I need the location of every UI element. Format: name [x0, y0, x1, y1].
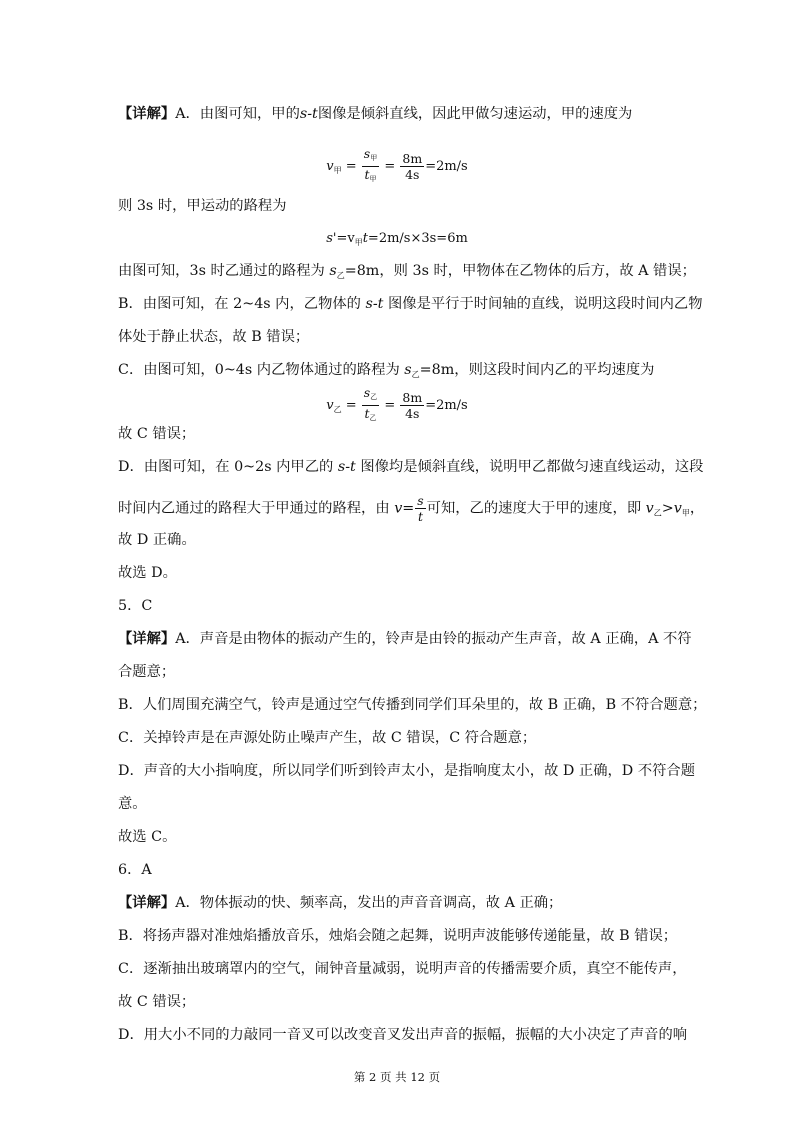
- text-line: 【详解】A．由图可知，甲的s-t图像是倾斜直线，因此甲做匀速运动，甲的速度为: [118, 106, 633, 122]
- text-line: B．由图可知，在 2~4s 内，乙物体的 s-t 图像是平行于时间轴的直线，说明这段时间内乙物: [118, 296, 703, 312]
- text-line: 故 C 错误；: [118, 994, 196, 1010]
- fraction: $\frac{8m}{4s}$: [402, 151, 423, 182]
- text-line: 故 C 错误；: [118, 426, 196, 442]
- text-line: 意。: [118, 796, 147, 812]
- text-line: 时间内乙通过的路程大于甲通过的路程，由 v= $\frac{s}{t}$ 可知，乙的速度大于甲的速度，即 $v_乙>v_甲$，: [118, 493, 705, 524]
- question-number: 5．C: [118, 598, 153, 614]
- text-line: 合题意；: [118, 664, 176, 680]
- text-line: 【详解】A．物体振动的快、频率高，发出的声音音调高，故 A 正确；: [118, 895, 563, 911]
- text-line: D．用大小不同的力敲同一音叉可以改变音叉发出声音的振幅，振幅的大小决定了声音的响: [118, 1027, 688, 1043]
- text-line: C．关掉铃声是在声源处防止噪声产生，故 C 错误，C 符合题意；: [118, 730, 537, 746]
- equation-velocity-yi: $v_乙$ = $\frac{s_乙}{t_乙}$ = $\frac{8m}{4s}$ =2m/s: [0, 385, 794, 426]
- text-line: 故选 C。: [118, 829, 177, 845]
- text-line: C．由图可知，0~4s 内乙物体通过的路程为 $s_乙=8m$，则这段时间内乙的平均速度为: [118, 362, 655, 379]
- text-line: D．声音的大小指响度，所以同学们听到铃声太小，是指响度太小，故 D 正确，D 不符合题: [118, 763, 696, 779]
- fraction: $\frac{s}{t}$: [417, 493, 424, 524]
- equation-distance: $s'=v_甲t=2m/s\times 3s=6m$: [326, 231, 468, 247]
- text-line: B．将扬声器对准烛焰播放音乐，烛焰会随之起舞，说明声波能够传递能量，故 B 错误；: [118, 928, 678, 944]
- text-line: D．由图可知，在 0~2s 内甲乙的 s-t 图像均是倾斜直线，说明甲乙都做匀速直线运动，这段: [118, 459, 704, 475]
- page-footer: 第 2 页 共 12 页: [353, 1070, 441, 1084]
- text-line: 故 D 正确。: [118, 532, 196, 548]
- fraction: $\frac{8m}{4s}$: [402, 390, 423, 421]
- equation-velocity-jia: $v_甲$ = $\frac{s_甲}{t_甲}$ = $\frac{8m}{4s}$ =2m/s: [0, 146, 794, 187]
- text-line: B．人们周围充满空气，铃声是通过空气传播到同学们耳朵里的，故 B 正确，B 不符合题意；: [118, 697, 707, 713]
- fraction: $\frac{s_乙}{t_乙}$: [363, 385, 378, 422]
- question-number: 6．A: [118, 862, 152, 878]
- text-line: 则 3s 时，甲运动的路程为: [118, 198, 287, 214]
- text-line: C．逐渐抽出玻璃罩内的空气，闹钟音量减弱，说明声音的传播需要介质，真空不能传声，: [118, 961, 687, 977]
- text-line: 由图可知，3s 时乙通过的路程为 $s_乙=8m$，则 3s 时，甲物体在乙物体的后方，故 A 错误；: [118, 263, 696, 280]
- text-line: 【详解】A．声音是由物体的振动产生的，铃声是由铃的振动产生声音，故 A 正确，A 不符: [118, 631, 692, 647]
- text-line: 故选 D。: [118, 565, 177, 581]
- text-line: 体处于静止状态，故 B 错误；: [118, 329, 310, 345]
- fraction: $\frac{s_甲}{t_甲}$: [363, 146, 378, 183]
